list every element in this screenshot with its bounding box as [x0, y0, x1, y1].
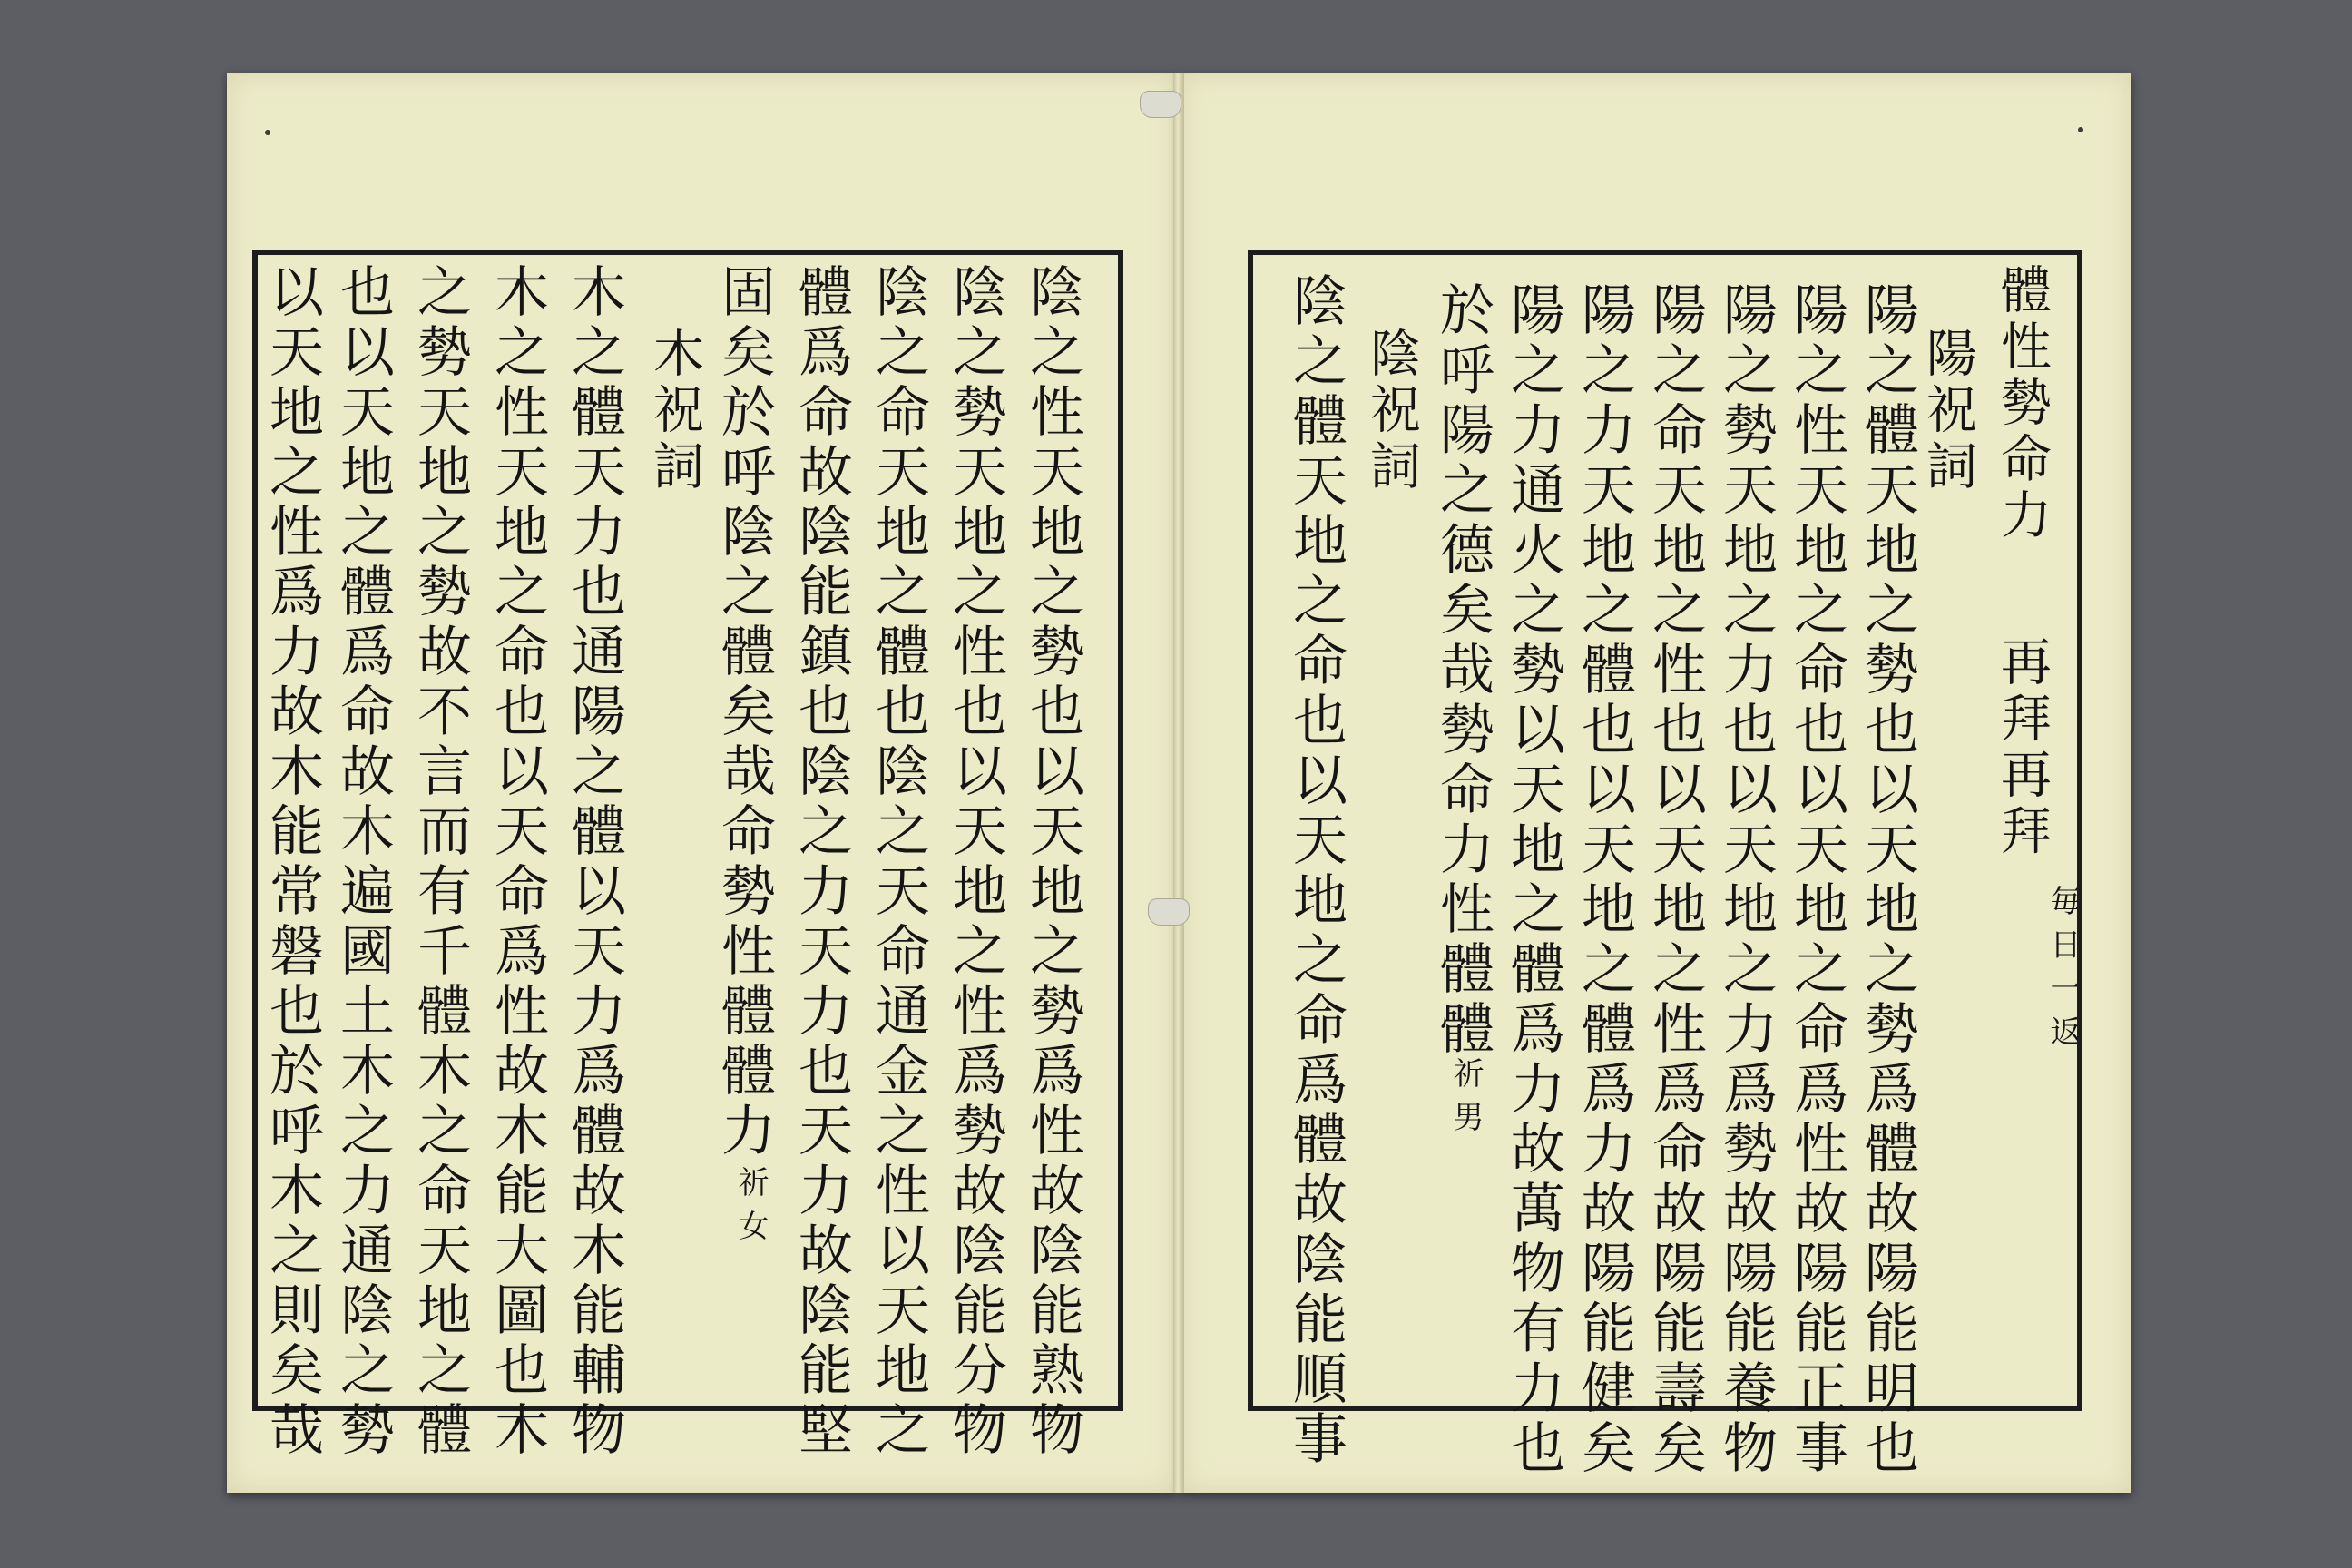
header-note: 毎日一返 [2044, 885, 2081, 1059]
binding-hole-icon [265, 130, 270, 135]
right-column-5: 陽之力天地之體也以天地之體爲力故陽能健矣 [1573, 281, 1636, 1479]
left-column-9: 之勢天地之勢故不言而有千體木之命天地之體 [408, 263, 472, 1461]
right-signature: 祈男 [1447, 1057, 1484, 1144]
left-column-4: 體爲命故陰能鎮也陰之力天力也天力故陰能堅 [789, 263, 853, 1461]
left-column-11: 以天地之性爲力故木能常磐也於呼木之則矣哉 [260, 263, 324, 1461]
binding-hole-icon [2078, 127, 2083, 132]
left-column-7: 木之體天力也通陽之體以天力爲體故木能輔物 [563, 263, 626, 1461]
left-column-3: 陰之命天地之體也陰之天命通金之性以天地之 [867, 263, 930, 1461]
binding-tie-icon [1148, 898, 1190, 926]
left-column-1: 陰之性天地之勢也以天地之勢爲性故陰能熟物 [1021, 263, 1084, 1461]
left-column-5: 固矣於呼陰之體矣哉命勢性體體力 [712, 263, 776, 1161]
left-column-2: 陰之勢天地之性也以天地之性爲勢故陰能分物 [944, 263, 1007, 1461]
right-column-4: 陽之命天地之性也以天地之性爲命故陽能壽矣 [1643, 281, 1707, 1479]
book-spine [1173, 73, 1184, 1493]
yin-section-heading: 陰祝詞 [1362, 327, 1421, 495]
yin-column: 陰之體天地之命也以天地之命爲體故陰能順事 [1284, 272, 1348, 1470]
right-column-3: 陽之勢天地之力也以天地之力爲勢故陽能養物 [1714, 281, 1778, 1479]
left-section-heading: 木祝詞 [645, 327, 704, 495]
left-column-10: 也以天地之體爲命故木遍國土木之力通陰之勢 [331, 263, 395, 1461]
left-signature: 祈女 [732, 1166, 769, 1253]
right-column-7: 於呼陽之德矣哉勢命力性體體 [1431, 281, 1494, 1060]
binding-tie-icon [1140, 91, 1181, 118]
header-greeting: 再拜再拜 [1993, 635, 2052, 860]
left-column-8: 木之性天地之命也以天命爲性故木能大圖也木 [485, 263, 549, 1461]
yang-section-heading: 陽祝詞 [1918, 327, 1977, 495]
header-title: 體性勢命力 [1993, 263, 2052, 544]
right-column-1: 陽之體天地之勢也以天地之勢爲體故陽能明也 [1856, 281, 1919, 1479]
right-column-2: 陽之性天地之命也以天地之命爲性故陽能正事 [1785, 281, 1848, 1479]
right-column-6: 陽之力通火之勢以天地之體爲力故萬物有力也 [1502, 281, 1565, 1479]
